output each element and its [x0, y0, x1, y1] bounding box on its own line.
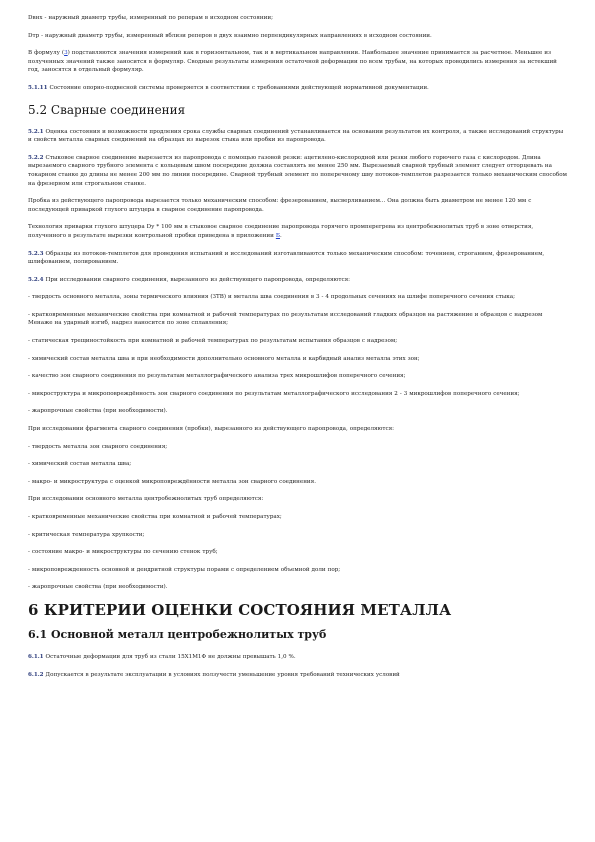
section-6-1-heading: 6.1 Основной металл центробежнолитых труб [28, 627, 327, 641]
clause-number: 5.2.2 [28, 154, 44, 161]
section-5-2-heading: 5.2 Сварные соединения [28, 102, 186, 117]
clause-text: Стыковое сварное соединение вырезается из паропровода с помощью газовой резки: ацетилено-кислородной или резки любого горючего газа с кислородом. Длина вырезаемого сварного трубного элемента с кольцевым швом посередине должна составлять не менее 250 мм. Вырезаемый сварной трубный элемент следует отторцевать на токарном станке до длины не менее 200 мм по линии посередине. Сварной трубный элемент по поперечному шву потоков-темплетов разрезается только механическим способом на фрезерном или строгальном станке. [28, 154, 567, 187]
paragraph-dvnh: Dвнх - наружный диаметр трубы, измеренный по реперам в исходном состоянии; [28, 15, 273, 21]
paragraph-5-1-11 [28, 84, 567, 93]
section-6-heading: 6 КРИТЕРИИ ОЦЕНКИ СОСТОЯНИЯ МЕТАЛЛА [28, 600, 452, 619]
list-item: - микроповрежденность основной и дендритной структуры порами с определением объемной доли пор; [28, 566, 341, 573]
paragraph-6-1-1 [28, 653, 567, 662]
list-item: - качество зон сварного соединения по результатам металлографического анализа трех микрошлифов поперечного сечения; [28, 373, 406, 380]
clause-text: Образцы из потоков-темплетов для проведения испытаний и исследований изготавливаются только механическим способом: точением, строганием, фрезерованием, шлифованием, полированием. [28, 250, 545, 266]
clause-text: Оценка состояния и возможности продления срока службы сварных соединений устанавливается на основании результатов их контроля, а также исследований структуры и свойств металла сварных соединений на образцах из вырезок стыка или пробки из паропровода. [28, 128, 564, 144]
list-item: - статическая трещиностойкость при комнатной и рабочей температурах по результатам испытания образцов с надрезом; [28, 338, 398, 345]
paragraph-formula [28, 49, 567, 75]
paragraph-5-2-3 [28, 250, 567, 267]
formula-link[interactable]: 3 [64, 50, 68, 57]
list-item: - состояние макро- и микроструктуры по сечению стенок труб; [28, 549, 218, 556]
formula-text-after: ) подставляются значения измерений как в горизонтальном, так и в вертикальном направлении. Наибольшее значение принимается за расчетное. Меньшее из полученных значений также заносится в формуляр. Сводные результаты измерения остаточной деформации по всем трубам, на которых проводились измерения за истекший год, заносятся в отдельный формуляр. [28, 50, 557, 74]
paragraph-5-2-4 [28, 276, 567, 285]
paragraph-base-metal: При исследовании основного металла центробежнолитых труб определяются: [28, 496, 264, 503]
paragraph-probe: Пробка из действующего паропровода вырезается только механическим способом: фрезерованием, высверливанием... Она должна быть диаметром не менее 120 мм с последующей приваркой глухого штуцера в сварное соединение паропровода. [28, 198, 532, 213]
list-item: - кратковременные механические свойства при комнатной и рабочей температурах; [28, 514, 282, 520]
paragraph-5-2-1 [28, 128, 567, 145]
clause-number: 5.1.11 [28, 84, 48, 91]
list-item: - жаропрочные свойства (при необходимости). [28, 408, 168, 415]
formula-text-before: В формулу ( [28, 50, 65, 57]
list-item: - кратковременные механические свойства при комнатной и рабочей температурах по результатам исследований гладких образцов на растяжение и образцов с надрезом Менаже на ударный изгиб, надрез наносится по зоне сплавления; [28, 311, 543, 327]
clause-text: Допускается в результате эксплуатации в условиях ползучести уменьшение уровня требований технических условий [43, 671, 400, 678]
paragraph-dtr: Dтр - наружный диаметр трубы, измеренный вблизи реперов в двух взаимно перпендикулярных направлениях в исходном состоянии. [28, 32, 432, 39]
clause-text: Остаточные деформации для труб из стали 15Х1М1Ф не должны превышать 1,0 %. [43, 653, 296, 660]
clause-number: 6.1.2 [28, 671, 44, 678]
list-item: - микроструктура и микроповреждённость зон сварного соединения по результатам металлографического исследования 2 - 3 микрошлифов поперечного сечения; [28, 390, 520, 397]
clause-number: 5.2.3 [28, 250, 44, 257]
clause-number: 5.2.4 [28, 276, 44, 283]
clause-number: 5.2.1 [28, 128, 44, 135]
list-item: - твердость металла зон сварного соединения; [28, 443, 168, 450]
paragraph-technology [28, 223, 567, 240]
paragraph-5-2-2 [28, 154, 567, 188]
technology-text-before: Технология приварки глухого штуцера Dу * 100 мм в стыковое сварное соединение паропровода горячего промперегрева из центробежнолитых труб в зоне отверстия, полученного в результате вырезки контрольной пробки приведена в приложении [28, 224, 534, 239]
list-item: - макро- и микроструктура с оценкой микроповреждённости металла зон сварного соединения. [28, 478, 316, 485]
appendix-link[interactable]: Б [275, 232, 280, 239]
clause-text: При исследовании сварного соединения, вырезанного из действующего паропровода, определяются: [43, 276, 350, 283]
clause-text: Состояние опорно-подвесной системы проверяется в соответствии с требованиями действующей нормативной документации. [47, 84, 429, 91]
list-item: - химический состав металла шва; [28, 461, 132, 468]
technology-text-after: . [279, 232, 282, 239]
clause-number: 6.1.1 [28, 653, 44, 660]
list-item: - химический состав металла шва и при необходимости дополнительно основного металла и карбидный анализ металла этих зон; [28, 355, 420, 362]
paragraph-6-1-2 [28, 671, 567, 680]
list-item: - критическая температура хрупкости; [28, 531, 145, 538]
list-item: - жаропрочные свойства (при необходимости). [28, 584, 168, 591]
paragraph-fragments: При исследовании фрагмента сварного соединения (пробки), вырезанного из действующего паропровода, определяются: [28, 426, 395, 433]
list-item: - твердость основного металла, зоны термического влияния (ЗТВ) и металла шва соединения в 3 - 4 продольных сечениях на шлифе поперечного сечения стыка; [28, 294, 515, 301]
